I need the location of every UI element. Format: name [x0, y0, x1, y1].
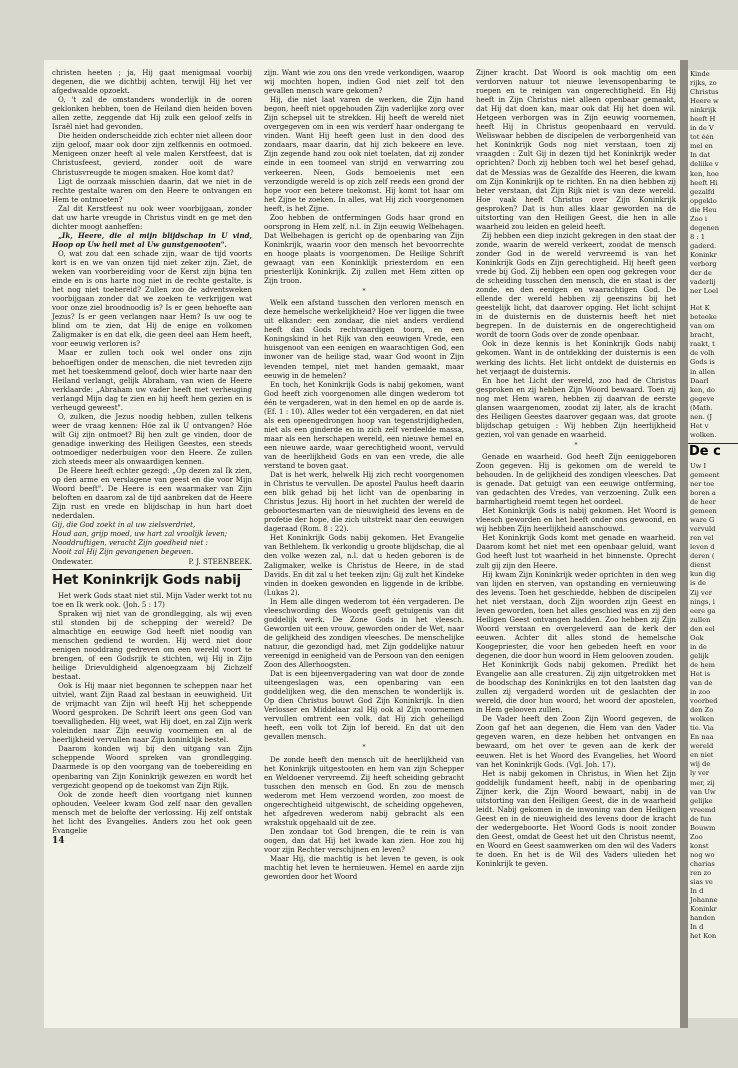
edge-text-line: Koninkr: [690, 250, 717, 259]
paragraph: Zijner kracht. Dat Woord is ook machtig om een verdorven natuur tot nieuwe levensopenbaring te roepen en te reinigen van ongerechtigheid. En Hij heeft in Zijn Christus niet alleen openbaar gemaakt, dat Hij dat doen kan, maar ook dat Hij het doen wil. Hetgeen verborgen was in Zijn eeuwig voornemen, heeft Hij in Christus geopenbaard en vervuld. Weliswaar hebben de discipelen de verborgenheid van het Koninkrijk Gods nog niet verstaan, toen zij vraagden : Zult Gij in dezen tijd het Koninkrijk weder oprichten? Doch zij hebben toch wel het besef gehad, dat de Messias was de Gezalfde des Heeren, die kwam om Zijn Koninkrijk op te richten. En na dien hebben zij beter verstaan, dat Zijn Rijk niet is van deze wereld. Hoe vaak heeft Christus over Zijn Koninkrijk gesproken? Dat is hun alles klaar geworden na de uitstorting van den Heiligen Geest, die hen in alle waarheid zou leiden en geleid heeft.: [476, 68, 676, 231]
paragraph: O, zulken, die Jezus noodig hebben, zullen telkens weer de vraag kennen: Hóe zal ik U ontvangen? Hóe wilt Gij zijn ontmoet? Bij hen zult ge vinden, door de genadige inwerking des Heiligen Geestes, een steeds ootmoediger nederbuigen voor den Heere. Ze zullen zich steeds meer als onwaardigen kennen.: [52, 411, 252, 467]
edge-text-line: Koninkr: [690, 905, 717, 914]
edge-text-line: de fun: [690, 814, 712, 823]
paragraph: In Hem alle dingen wederom tot één vergaderen. De vleeschwording des Woords geeft getuigenis van dit goddelijk werk. De Zone Gods in het vleesch. Geworden uit een vrouw, geworden onder de Wet, naar de gelijkheid des zondigen vleesches. De menschelijke natuur, die gezondigd had, met Zijn goddelijke natuur vereenigd in eenigheid van de Persoon van den eenigen Zoon des Allerhoogsten.: [264, 596, 464, 670]
edge-text-line: gegeve: [690, 394, 715, 403]
edge-text-line: kun dig: [690, 570, 716, 579]
edge-text-line: Het K: [690, 304, 710, 313]
edge-text-line: heeft Hi: [690, 178, 718, 187]
edge-text-line: verborg: [690, 259, 717, 268]
edge-text-line: het Kon: [690, 932, 717, 941]
edge-text-line: Zoo i: [690, 214, 707, 223]
edge-text-bottom: [688, 462, 738, 941]
next-page-edge: [688, 70, 738, 1018]
edge-text-line: Bouwm: [690, 823, 716, 832]
divider: [52, 569, 252, 570]
edge-text-line: ken, hoe: [690, 169, 719, 178]
column-1: [52, 68, 252, 846]
edge-text-line: van de: [690, 679, 713, 687]
paragraph: Den zondaar tot God brengen, die te rein is van oogen, dan dat Hij het kwade kan zien. Hoe zou hij voor zijn Rechter verschijnen en leven?: [264, 826, 464, 854]
edge-text-line: nen. (J: [690, 412, 713, 421]
paragraph: Maar er zullen toch ook wel onder ons zijn behoeftigen onder de menschen, die niet tevreden zijn met het toeskemmend geloof, doch wier harte naar den Heiland verlangt, gelijk Abraham, van wien de Heere verklaarde: „Abraham uw vader heeft met verheuging verlangd Mijn dag te zien en hij heeft hem gezien en is verheugd geweest".: [52, 348, 252, 412]
column-3: [476, 68, 676, 868]
page-number: 14: [52, 835, 65, 846]
article-title: Het Koninkrijk Gods nabij: [52, 571, 241, 588]
paragraph: Genade en waarheid. God heeft Zijn eeniggeboren Zoon gegeven. Hij is gekomen om de wereld te behouden. In de gelijkheid des zondigen vleesches. Dat is genade. Dat getuigt van een eeuwige ontferming, van gedachten des Vredes, van verzoening. Zulk een barmhartigheid roemt tegen het oordeel.: [476, 451, 676, 507]
edge-text-line: in de: [690, 642, 707, 651]
paragraph: Ligt de oorzaak misschien daarin, dat we niet in de rechte gestalte waren om den Heere te ontvangen en Hem te ontmoeten?: [52, 176, 252, 204]
paragraph: Die heiden onderscheidde zich echter niet alleen door zijn geloof, maar ook door zijn zelfkennis en ootmoed. Menigeen onzer heeft al vele malen Kerstfeest, dat is Christusfeest, gevierd, zonder ooit de ware Christusvreugde te mogen smaken. Hoe komt dat?: [52, 131, 252, 177]
newspaper-page: [44, 60, 680, 1028]
paragraph: Hij kwam Zijn Koninkrijk weder oprichten in den weg van lijden en sterven, van opstanding en vernieuwing des levens. Toen het geschiedde, hebben de discipelen het niet verstaan, doch Zijn woorden zijn Geest en leven geworden, toen het alles geschied was en zij den Heiligen Geest ontvangen hadden. Zoo hebben zij Zijn Woord verstaan en overgeleverd aan de kerk der eeuwen. Achter dit alles stond de hemelsche Koogepriester, die voor hen gebeden heeft en voor degenen, die door hun woord in Hem gelooven zouden.: [476, 569, 676, 660]
edge-text-line: rijks, zo: [690, 79, 717, 88]
edge-text-line: Kinde: [690, 70, 710, 78]
edge-text-line: Johanne: [690, 896, 718, 905]
column-2: [264, 68, 464, 881]
edge-text-line: tot één: [690, 133, 714, 142]
edge-text-line: nings, i: [690, 597, 715, 606]
edge-text-line: Het is: [690, 669, 711, 678]
section-separator: *: [362, 744, 366, 752]
edge-text-line: van Uw: [690, 787, 716, 796]
edge-text-line: vreemd: [690, 805, 716, 814]
edge-text-line: gezalfd: [690, 187, 715, 196]
edge-text-line: In d: [690, 923, 704, 932]
edge-text-line: bracht,: [690, 331, 715, 340]
edge-text-line: opgeklo: [690, 196, 717, 205]
edge-text-line: nog wo: [690, 850, 715, 859]
paragraph: Dat is een bijeenvergadering van wat door de zonde uiteengeslagen was, een openbaring van een goddelijken weg, die den menschen te wonderlijk is. Op dien Christus bouwt God Zijn Koninkrijk. In dien Verlosser en Middelaar zal Hij ook al Zijn voornemen vervullen omtrent een volk, dat Hij zich geheiligd heeft, een volk tot Zijn lof bereid. En dat uit den gevallen mensch.: [264, 669, 464, 742]
paragraph: Het is nabij gekomen in Christus, in Wien het Zijn goddelijk fundament heeft, nabij in de openbaring Zijner kerk, die Zijn Woord bewaart, nabij in de uitstorting van den Heiligen Geest, die in de waarheid leidt. Nabij gekomen in de inwoning van den Heiligen Geest en in de nieuwigheid des levens door de kracht der wedergeboorte. Het Woord Gods is nooit zonder den Geest, omdat de Geest het uit den Christus neemt, en Woord en Geest saamwerken om den wil des Vaders te doen. En het is de Wil des Vaders ulieden het Koninkrijk te geven.: [476, 768, 676, 869]
edge-text-line: Heere w: [690, 97, 719, 106]
edge-text-line: ninkrijk: [690, 106, 717, 115]
edge-text-line: in de V: [690, 124, 714, 133]
edge-text-line: vervuld: [690, 525, 716, 534]
edge-text-line: sias ve: [690, 878, 713, 887]
poem-line: Gij, die God zoekt in al uw zielsverdriet,: [52, 520, 196, 530]
edge-text-line: in zoo: [690, 688, 711, 697]
paragraph: Dat is het werk, helwelk Hij zich recht voorgenomen in Christus te vervullen. De apostel Paulus heeft daarin een blik gehad bij het licht van de openbaring in Christus Jezus. Hij hoort in het zuchten der wereld de geboortesmarten van de nieuwigheid des levens en de profetie der hope, die zich uitstrekt naar den eeuwigen dageraad (Rom. 8 : 22).: [264, 470, 464, 534]
edge-text-line: den eel: [690, 624, 715, 633]
edge-text-line: eere ga: [690, 606, 716, 615]
edge-text-line: deren (: [690, 552, 715, 561]
section-separator: *: [362, 288, 366, 296]
edge-text-middle: [688, 304, 738, 440]
poem-line: Nooit zal Hij Zijn gevangenen begeven.: [52, 547, 194, 557]
edge-text-top: [688, 70, 738, 296]
edge-text-line: de heer: [690, 498, 716, 507]
paragraph: Zoo hebben de ontfermingen Gods haar grond en oorsprong in Hem zelf, n.l. in Zijn eeuwig Welbehagen. Dat Welbehagen is gericht op de openbaring van Zijn Koninkrijk, waarin voor den mensch het bevoorrechte en hooge plaats is voorgenomen. De Heilige Schrift gewaagt van een Koninklijk priesterdom en een priesterlijk Koninkrijk. Zij zullen met Hem zitten op Zijn troon.: [264, 212, 464, 286]
edge-text-line: gemeent: [690, 470, 720, 479]
paragraph: zijn. Want wie zou ons den vrede verkondigen, waarop wij mochten hopen, indien God niet zelf tot den gevallen mensch ware gekomen?: [264, 68, 464, 96]
paragraph: De Vader heeft den Zoon Zijn Woord gegeven, de Zoon gaf het aan degenen, die Hem van den Vader gegeven waren, en deze hebben het ontvangen en bewaard, om het over te geven aan de kerk der eeuwen. Het is het Woord des Evangelies, het Woord van het Koninkrijk Gods. (Vgl. Joh. 17).: [476, 714, 676, 769]
paragraph: En hoe het Licht der wereld, zoo had de Christus gesproken en zij hebben Zijn Woord bewaard. Toen zij nog met Hem waren, hebben zij daarvan de eerste glansen waargenomen, zoodat zij later, als de kracht des Heiligen Geestes daarover gegaan was, dat groote blijdschap getuigen : Wij hebben Zijn heerlijkheid gezien, vol van genade en waarheid.: [476, 375, 676, 439]
edge-text-line: raakt, t: [690, 340, 715, 349]
poem-line: Houd aan, grijp moed, uw hart zal vroolijk leven;: [52, 529, 228, 539]
edge-text-line: Christus: [690, 88, 719, 97]
edge-text-line: In d: [690, 887, 704, 896]
paragraph: Welk een afstand tusschen den verloren mensch en deze hemelsche werkelijkheid? Hoe ver liggen die twee uit elkander: een zondaar, die niet anders verdiend heeft dan Gods rechtvaardigen toorn, en een Koningskind in het Rijk van den eeuwigen Vrede, een huisgenoot van een eenigen en waarachtigen God, een inwoner van de heilige stad, waar God woont in Zijn levenden tempel, niet met handen gemaakt, maar eeuwig in de hemelen?: [264, 298, 464, 380]
signature-name: P. J. STEENBEEK.: [188, 556, 252, 566]
edge-text-line: boren a: [690, 489, 716, 498]
edge-text-line: Het v: [690, 421, 709, 430]
edge-text-line: gemeen: [690, 507, 717, 516]
edge-text-line: gaderd.: [690, 241, 717, 250]
edge-text-line: de hem: [690, 660, 715, 669]
edge-text-line: den Zo: [690, 706, 714, 715]
edge-text-line: mer, zij: [690, 778, 715, 787]
edge-text-line: ren vel: [690, 534, 714, 543]
paragraph: Ook in deze kennis is het Koninkrijk Gods nabij gekomen. Want in de ontdekking der duisternis is een werking des lichts. Het licht ontdekt de duisternis en het verjaagt de duisternis.: [476, 339, 676, 376]
paragraph: Ook de zonde heeft dien voortgang niet kunnen ophouden. Veeleer kwam God zelf naar den gevallen mensch met de belofte der verlossing. Hij zelf ontstak het licht des Evangelies. Anders zou het ook geen Evangelie: [52, 789, 252, 835]
edge-text-line: wolken: [690, 715, 715, 724]
edge-text-line: voorbed: [690, 697, 718, 706]
edge-text-line: van om: [690, 322, 715, 331]
edge-text-line: In dat: [690, 151, 711, 160]
edge-text-line: gelijke: [690, 796, 713, 805]
edge-text-line: handen: [690, 914, 716, 923]
paragraph: Hij, die niet laat varen de werken, die Zijn hand begon, heeft niet opgehouden Zijn vaderlijke zorg over Zijn schepsel uit te strekken. Hij heeft de wereld niet overgegeven om in een wis verderf haar ondergang te vinden. Want Hij heeft geen lust in den dood des zondaars, maar daarin, dat hij zich bekeere en leve. Zijn zegende hand zou ook niet toelaten, dat zij zonder einde in een toomeel van strijd en verwarring zou verkeeren. Neen, Gods bemoeienis met een verzondigde wereld is op zich zelf reeds een grond der hope voor een betere toekomst. Hij komt tot haar om het Zijne te zoeken. In alles, wat Hij zich voorgenomen heeft, is het Zijne.: [264, 95, 464, 213]
paragraph: Zij hebben een diep inzicht gekregen in den staat der zonde, waarin de wereld verkeert, zoodat de mensch zonder God in de wereld vervreemd is van het Koninkrijk Gods en Zijn gerechtigheid. Hij heeft geen vrede bij God. Zij hebben een open oog gekregen voor de scheiding tusschen den mensch, die en staat is der zonde, en den eenigen en waarachtigen God. De ellende der wereld hebben zij geenszins bij het geestelijk licht, dat daarover opging. Het licht schijnt in de duisternis en de duisternis heeft het niet begrepen. In de duisternis en de ongerechtigheid wordt de toorn Gods over de zonde openbaar.: [476, 230, 676, 340]
edge-text-line: Uw I: [690, 461, 707, 470]
paragraph: Het Koninkrijk Gods nabij gekomen. Predikt het Evangelie aan alle creaturen. Zij zijn uitgetrokken met de boodschap des Koninkrijks en tot den laatsten dag zullen zij vergaderd worden uit de geslachten der wereld, die door hun woord, het woord der apostelen, in Hem gelooven zullen.: [476, 660, 676, 715]
paragraph: De zonde heeft den mensch uit de heerlijkheid van het Koninkrijk uitgestooten en hem van zijn Schepper en Weldoener vervreemd. Zij heeft scheiding gebracht tusschen den mensch en God. En zou de mensch wederom met Hem verzoend worden, zoo moest de ongerechtigheid uitgewischt, de scheiding opgeheven, het afgedreven wederom nabij gebracht als een wrakstuk opgehaald uit de zee.: [264, 754, 464, 827]
paragraph: Het werk Gods staat niet stil. Mijn Vader werkt tot nu toe en Ik werk ook. (Joh. 5 : 17): [52, 590, 252, 609]
edge-text-line: dienst: [690, 561, 711, 570]
section-separator: *: [574, 441, 578, 449]
edge-text-line: ren zo: [690, 868, 712, 877]
edge-text-line: 8 : 1: [690, 232, 706, 241]
paragraph: O, 't zal de omstanders wonderlijk in de ooren geklonken hebben, toen de Heiland dien heiden boven allen zette, zeggende dat Hij zulk een geloof zelfs in Israël niet had gevonden.: [52, 95, 252, 132]
edge-text-line: heeft H: [690, 115, 716, 124]
edge-text-line: ly ver: [690, 769, 709, 778]
edge-text-line: is de: [690, 579, 706, 588]
paragraph: Het Koninkrijk Gods is nabij gekomen. Het Woord is vleesch geworden en het heeft onder ons gewoond, en wij hebben Zijn heerlijkheid aanschouwd.: [476, 506, 676, 534]
paragraph: Ook is Hij maar niet begonnen te scheppen naar het uitviel, want Zijn Raad zal bestaan in eeuwigheid. Uit de vrijmacht van Zijn wil heeft Hij het scheppende Woord gesproken. De Schrift leert ons geen God van toevalligheden. Hij weet, wat Hij doet, en zal Zijn werk voleinden naar Zijn eeuwig voornemen en al de heerlijkheid vervullen naar Zijn koninklijk bestel.: [52, 681, 252, 745]
paragraph: O, wat zou dat een schade zijn, waar de tijd voorts kort is en we van onzen tijd niet zeker zijn. Ziet, de weken van voorbereiding voor de Kerst zijn bijna ten einde en is ons harte nog niet in de rechte gestalte, is het nog niet toebereid? Zullen zoo de adventsweken voorbijgaan zonder dat we zoeken te verkrijgen wat voor onze ziel broodnoodig is? Is er geen behoefte aan Jezus? Is er geen verlangen naar Hem? Is uw oog te blind om te zien, dat Hij de enige en volkomen Zaligmaker is en dat elk, die geen deel aan Hem heeft, voor eeuwig verloren is?: [52, 248, 252, 349]
paragraph: Zal dit Kerstfeest nu ook weer voorbijgaan, zonder dat uw harte vreugde in Christus vindt en ge met den dichter moogt aanheffen:: [52, 203, 252, 231]
edge-text-line: beteeke: [690, 313, 717, 322]
edge-text-line: charias: [690, 859, 715, 868]
edge-text-line: in allen: [690, 367, 716, 376]
edge-text-line: en niet: [690, 751, 714, 760]
paragraph: Maar Hij, die machtig is het leven te geven, is ook machtig het leven te hernieuwen. Hemel en aarde zijn geworden door het Woord: [264, 854, 464, 882]
edge-text-line: mel en: [690, 142, 713, 151]
edge-article-title: De c: [688, 443, 738, 460]
paragraph: En toch, het Koninkrijk Gods is nabij gekomen, want God heeft zich voorgenomen alle dingen wederom tot één te vergaderen, wat in den hemel en op de aarde is. (Ef. 1 : 10). Alles weder tot één vergaderen, en dat niet als een opeengedrongen hoop van tegenstrijdigheden, niet als een ginderde en in zich zelf verdeelde massa, maar als een herschapen wereld, een nieuwe hemel en een nieuwe aarde, waar gerechtigheid woont, vervuld van de heerlijkheid Gods en van een vrede, die alle verstand te boven gaat.: [264, 379, 464, 471]
edge-text-line: zullen: [690, 615, 711, 624]
quote: „Ik, Heere, die al mijn blijdschap in U vind, Hoop op Uw heil met al Uw gunstgenooten".: [52, 230, 252, 249]
poem-line: Nooddruftigen, veracht Zijn goedheid niet :: [52, 538, 208, 548]
edge-text-line: wij de: [690, 760, 711, 769]
paragraph: Het Koninkrijk Gods komt met genade en waarheid. Daarom komt het niet met een openbaar geluid, want God heeft lust tot waarheid in het binnenste. Oprecht zult gij zijn den Heere.: [476, 533, 676, 570]
edge-text-line: Daarl: [690, 376, 709, 385]
edge-text-line: vaderlij: [690, 278, 716, 287]
edge-text-line: tie. Via: [690, 724, 714, 733]
edge-text-line: (Math.: [690, 403, 713, 412]
edge-text-line: ware G: [690, 516, 715, 525]
edge-text-line: En naa: [690, 733, 714, 742]
edge-text-line: gelijk: [690, 651, 709, 660]
paragraph: Het Koninkrijk Gods nabij gekomen. Het Evangelie van Bethlehem. Ik verkondig u groote blijdschap, die al den volke wezen zal, n.l. dat u heden geboren is de Zaligmaker, welke is Christus de Heere, in de stad Davids. En dit zal u het teeken zijn: Gij zult het Kindeke vinden in doeken gewonden en liggende in de kribbe. (Lukas 2).: [264, 533, 464, 597]
paragraph: Spraken wij niet van de grondlegging, als wij even stil stonden bij de schepping der wereld? De almachtige en eeuwige God heeft niet noodig van menschen gediend te worden. Hij werd niet door eenigen nooddrang gedreven om een wereld voort te brengen, of een Godsrijk te stichten, wij Hij in Zijn heilige Drievuldigheid algenoegzaam bij Zichzelf bestaat.: [52, 608, 252, 681]
page-gutter: [680, 60, 688, 1028]
edge-text-line: leven d: [690, 543, 715, 552]
edge-text-line: deliike v: [690, 160, 719, 169]
edge-text-line: konst: [690, 841, 709, 850]
edge-text-line: ner Loel: [690, 287, 719, 296]
edge-text-line: de volh: [690, 349, 715, 358]
edge-text-line: ken, do: [690, 385, 715, 394]
edge-text-line: ner toe: [690, 479, 715, 488]
edge-text-line: der de: [690, 269, 712, 278]
edge-text-line: wereld: [690, 742, 714, 751]
paragraph: Daarom konden wij bij den uitgang van Zijn scheppende Woord spreken van grondlegging. Daarmede is op den voorgang van de toebereiding en openbaring van Zijn Koninkrijk gewezen en wordt het vergezicht geopend op de toekomst van Zijn Rijk.: [52, 744, 252, 790]
edge-text-line: Zij ver: [690, 588, 712, 597]
edge-text-line: degenen: [690, 223, 720, 232]
edge-text-line: wolken.: [690, 430, 717, 439]
signature-place: Ondewater.: [52, 556, 94, 566]
edge-text-line: die Heu: [690, 205, 717, 214]
edge-text-line: Gods is: [690, 358, 715, 367]
paragraph: christen heeten ; ja, Hij gaat menigmaal voorbij degenen, die we dichtbij achten, terwijl Hij het ver afgedwaalde opzoekt.: [52, 68, 252, 96]
edge-text-line: Ook: [690, 633, 704, 642]
edge-text-line: Zoo: [690, 832, 703, 841]
paragraph: De Heere heeft echter gezegd: „Op dezen zal Ik zien, op den arme en verslagene van geest en die voor Mijn Woord beeft". De Heere is een waarmaker van Zijn beloften en daarom zal de tijd aanbreken dat de Heere Zijn rust en vrede en blijdschap in hun hart doet nederdalen.: [52, 466, 252, 521]
signature: [52, 557, 252, 566]
